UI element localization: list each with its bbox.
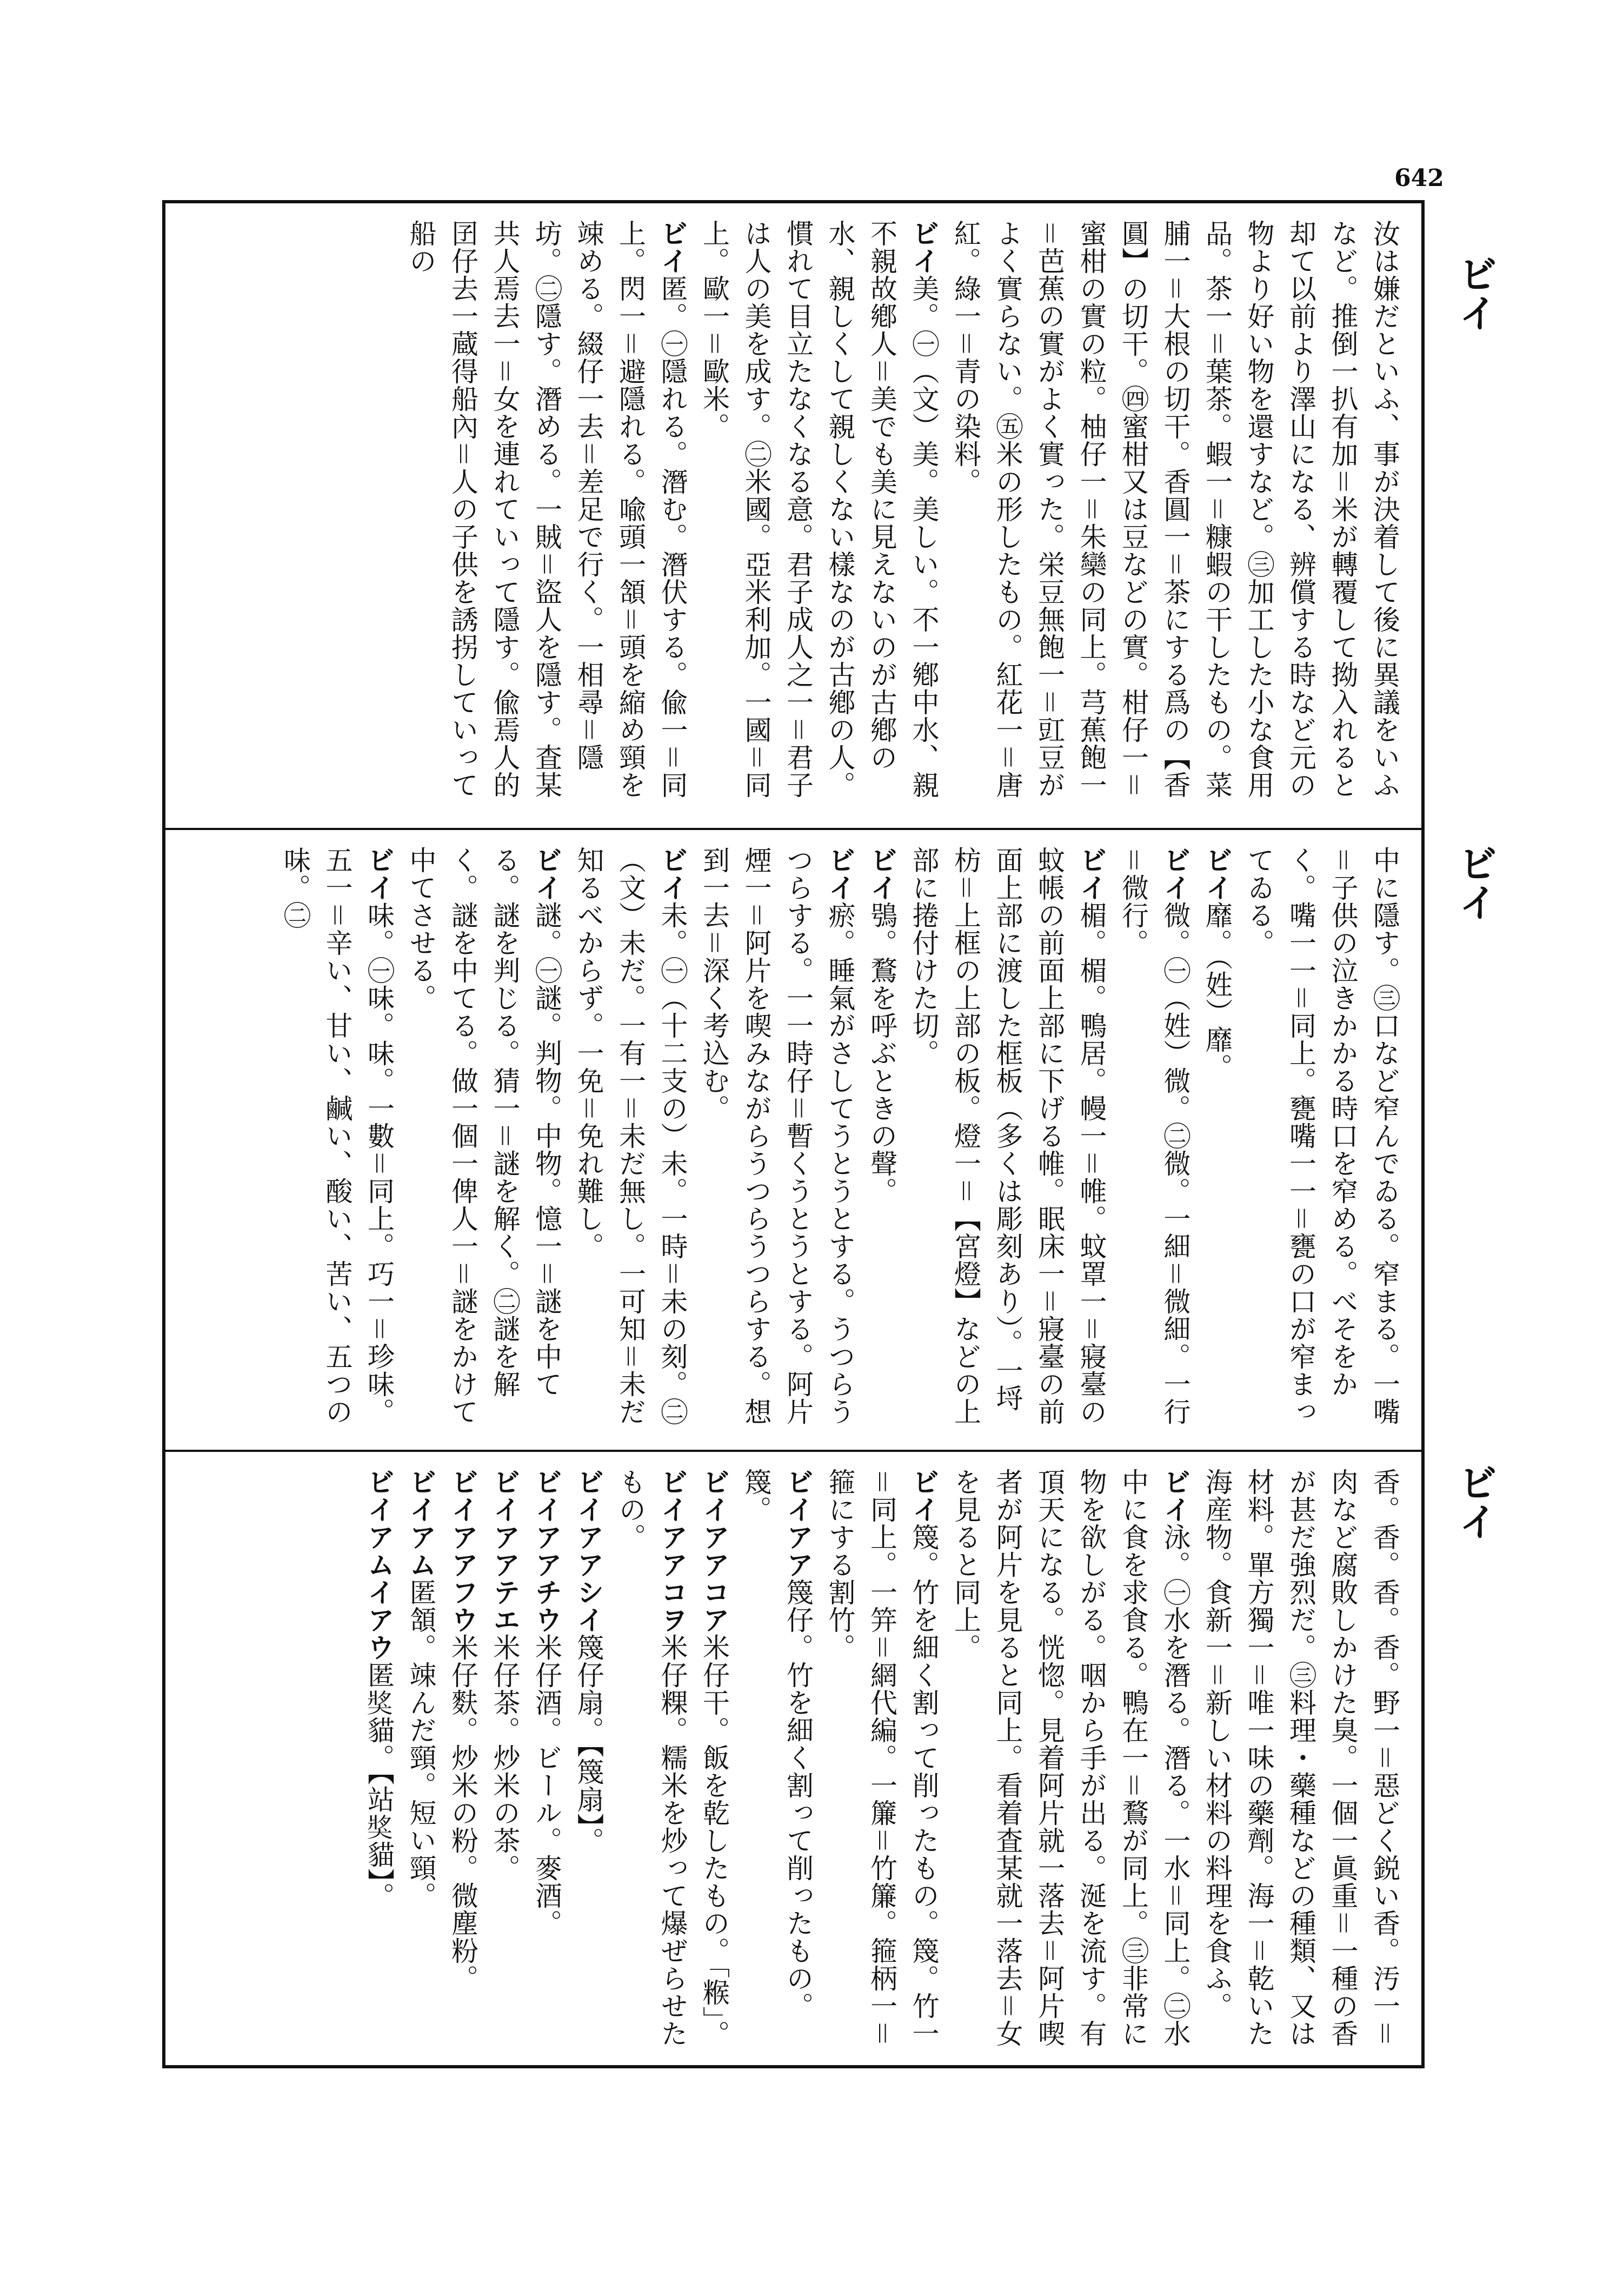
dictionary-entry — [567, 1468, 609, 2052]
entry-definition: 匿。㊀隱れる。潛む。潛伏する。偸一＝同上。閃一＝避隱れる。喩頭一頷＝頭を縮め頸を竦める。綴仔一去＝差足で行く。一相尋＝隱坊。㊁隱す。潛める。一賊＝盜人を隱す。査某共人焉去一＝女を連れていって隱す。偸焉人的囝仔去一蔵得船內＝人の子供を誘拐していって船の — [405, 220, 688, 799]
text-band-top — [165, 203, 1421, 828]
dictionary-entry — [1196, 1468, 1406, 2052]
dictionary-entry — [400, 220, 693, 812]
entry-headword: ビイアアチウ — [531, 1468, 562, 1634]
entry-definition: 泳。㊀水を潛る。潛る。一水＝同上。㊁水中に食を求食る。鴨在一＝鶩が同上。㊂非常に物を欲しがる。咽から手が出る。涎を流す。有頂天になる。恍惚。見着阿片就一落去＝阿片喫者が阿片を見ると同上。看着査某就一落去＝女を見ると同上。 — [950, 1468, 1191, 2047]
band-text — [400, 220, 1405, 812]
entry-headword: ビイ — [656, 846, 688, 901]
entry-headword: ビイ — [1075, 846, 1107, 901]
entry-definition: 味。㊀味。味。一數＝同上。巧一＝珍味。五一＝辛い、甘い、鹹い、酸い、苦い、五つの味。㊁ — [280, 846, 395, 1425]
entry-definition: 篾。竹を細く割って削ったもの。篾。竹一＝同上。一笄＝網代編。一簾＝竹簾。箍柄一＝箍にする割竹。 — [824, 1468, 940, 2047]
entry-headword: ビイアアコア — [699, 1468, 730, 1634]
entry-headword: ビイアアシイ — [573, 1468, 604, 1634]
dictionary-entry — [693, 220, 944, 812]
dictionary-entry — [902, 846, 1112, 1434]
dictionary-entry — [735, 1468, 819, 2052]
side-index-label: ビイ — [1452, 254, 1498, 332]
entry-headword: ビイ — [908, 220, 940, 275]
dictionary-entry — [358, 1468, 400, 2052]
text-band-middle — [165, 828, 1421, 1450]
entry-definition: 瘀。睡氣がさしてうとうとする。うつらうつらする。一一時仔＝暫くうとうとする。阿片煙一＝阿片を喫みながらうつらうつらする。想到一去＝深く考込む。 — [699, 846, 856, 1425]
entry-definition: 米仔茶。炒米の茶。 — [489, 1634, 521, 1882]
entry-headword: ビイ — [1159, 1468, 1191, 1523]
entry-definition: 未。㊀（十二支の）未。一時＝未の刻。㊁（文）未だ。一有一＝未だ無し。一可知＝未だ知るべからず。一免＝免れ難し。 — [573, 846, 688, 1425]
entry-headword: ビイアアコヲ — [656, 1468, 688, 1634]
dictionary-frame — [162, 200, 1425, 2068]
dictionary-entry — [567, 846, 693, 1434]
entry-headword: ビイアム — [405, 1468, 437, 1578]
dictionary-entry — [944, 220, 1406, 812]
band-text — [358, 1468, 1406, 2052]
dictionary-entry — [693, 1468, 735, 2052]
entry-definition: 鴞。鶩を呼ぶときの聲。 — [866, 901, 897, 1205]
entry-definition: 匿𤟒貓。【站𤟒貓】。 — [363, 1661, 395, 1910]
side-index-label: ビイ — [1452, 1463, 1498, 1541]
entry-headword: ビイ — [656, 220, 688, 275]
entry-headword: ビイアア — [782, 1468, 814, 1578]
dictionary-entry — [442, 1468, 484, 2052]
entry-headword: ビイ — [1201, 846, 1233, 901]
entry-definition: 美。㊀（文）美。美しい。不一鄕中水、親不親故鄕人＝美でも美に見えないのが古鄕の水、親しくして親しくない樣なのが古鄕の人。慣れて目立たなくなる意。君子成人之一＝君子は人の美を成す。㊁米國。亞米利加。一國＝同上。歐一＝歐米。 — [699, 220, 940, 799]
dictionary-entry — [819, 1468, 944, 2052]
entry-definition: 米仔干。飯を乾したもの。「糇」。 — [699, 1634, 730, 2048]
entry-definition: 匿頷。竦んだ頸。短い頸。 — [405, 1578, 437, 1909]
entry-definition: 米仔粿。糯米を炒って爆ぜらせたもの。 — [615, 1468, 688, 2047]
dictionary-entry — [1196, 846, 1238, 1434]
entry-definition: 中に隱す。㊂口など窄んでゐる。窄まる。一嘴＝子供の泣きかかる時口を窄める。べそをかく。嘴一一＝同上。甕嘴一一＝甕の口が窄まってゐる。 — [1243, 846, 1400, 1425]
dictionary-entry — [861, 846, 903, 1434]
entry-definition: 楣。楣。鴨居。幔一＝帷。蚊罩一＝寢臺の蚊帳の前面上部に下げる帷。眠床一＝寢臺の前面上部に渡した框板（多くは彫刻あり）。一埒枋＝上框の上部の板。燈一＝【宮燈】などの上部に捲付けた切。 — [908, 846, 1107, 1425]
entry-definition: 米仔酒。ビール。麥酒。 — [531, 1634, 562, 1937]
side-index-label: ビイ — [1452, 844, 1498, 921]
entry-headword: ビイ — [363, 846, 395, 901]
dictionary-entry — [1112, 846, 1196, 1434]
band-text — [274, 846, 1406, 1434]
entry-headword: ビイアアテエ — [489, 1468, 521, 1634]
entry-headword: ビイ — [866, 846, 897, 901]
dictionary-entry — [400, 846, 567, 1434]
dictionary-entry — [483, 1468, 526, 2052]
dictionary-entry — [526, 1468, 568, 2052]
entry-definition: 香。香。香。香。野一＝惡どく鋭い香。汚一＝肉など腐敗しかけた臭。一個一眞重＝一種の香が甚だ強烈だ。㊂料理・藥種などの種類、又は材料。單方獨一＝唯一味の藥劑。海一＝乾いた海産物。食新一＝新しい材料の料理を食ふ。 — [1201, 1468, 1400, 2047]
entry-definition: 篾仔扇。【篾扇】。 — [573, 1634, 604, 1855]
entry-definition: 謎。㊀謎。判物。中物。憶一＝謎を中てる。謎を判じる。猜一＝謎を解く。㊁謎を解く。謎を中てる。做一個一俾人一＝謎をかけて中てさせる。 — [405, 846, 562, 1425]
entry-headword: ビイ — [1159, 846, 1191, 901]
entry-headword: ビイ — [908, 1468, 940, 1523]
dictionary-entry — [944, 1468, 1196, 2052]
entry-definition: 米仔麩。炒米の粉。微塵粉。 — [447, 1634, 478, 1992]
entry-headword: ビイ — [824, 846, 856, 901]
dictionary-entry — [609, 1468, 693, 2052]
text-band-bottom — [165, 1450, 1421, 2068]
dictionary-entry — [400, 1468, 442, 2052]
entry-headword: ビイアアフウ — [447, 1468, 478, 1634]
entry-definition: 汝は嫌だといふ、事が決着して後に異議をいふなど。推倒一扒有加＝米が轉覆して拗入れると却て以前より澤山になる、辨償する時など元の物より好い物を還すなど。㊂加工した小な食用品。茶一＝葉茶。蝦一＝糠蝦の干したもの。菜脯一＝大根の切干。香圓一＝茶にする爲の【香圓】の切干。㊃蜜柑又は豆などの實。柑仔一＝蜜柑の實の粒。柚仔一＝朱欒の同上。芎蕉飽一＝芭蕉の實がよく實った。栄豆無飽一＝豇豆がよく實らない。㊄米の形したもの。紅花一＝唐紅。綠一＝青の染料。 — [950, 220, 1400, 799]
dictionary-entry — [693, 846, 861, 1434]
entry-headword: ビイ — [531, 846, 562, 901]
page-number: 642 — [1394, 164, 1444, 192]
entry-definition: 微。㊀（姓）微。㊁微。一細＝微細。一行＝微行。 — [1118, 846, 1191, 1425]
entry-headword: ビイアムイアウ — [363, 1468, 395, 1661]
dictionary-entry — [1238, 846, 1405, 1434]
entry-definition: 篾仔。竹を細く割って削ったもの。篾。 — [740, 1468, 814, 2020]
entry-definition: 靡。（姓）靡。 — [1201, 901, 1233, 1081]
dictionary-entry — [274, 846, 400, 1434]
